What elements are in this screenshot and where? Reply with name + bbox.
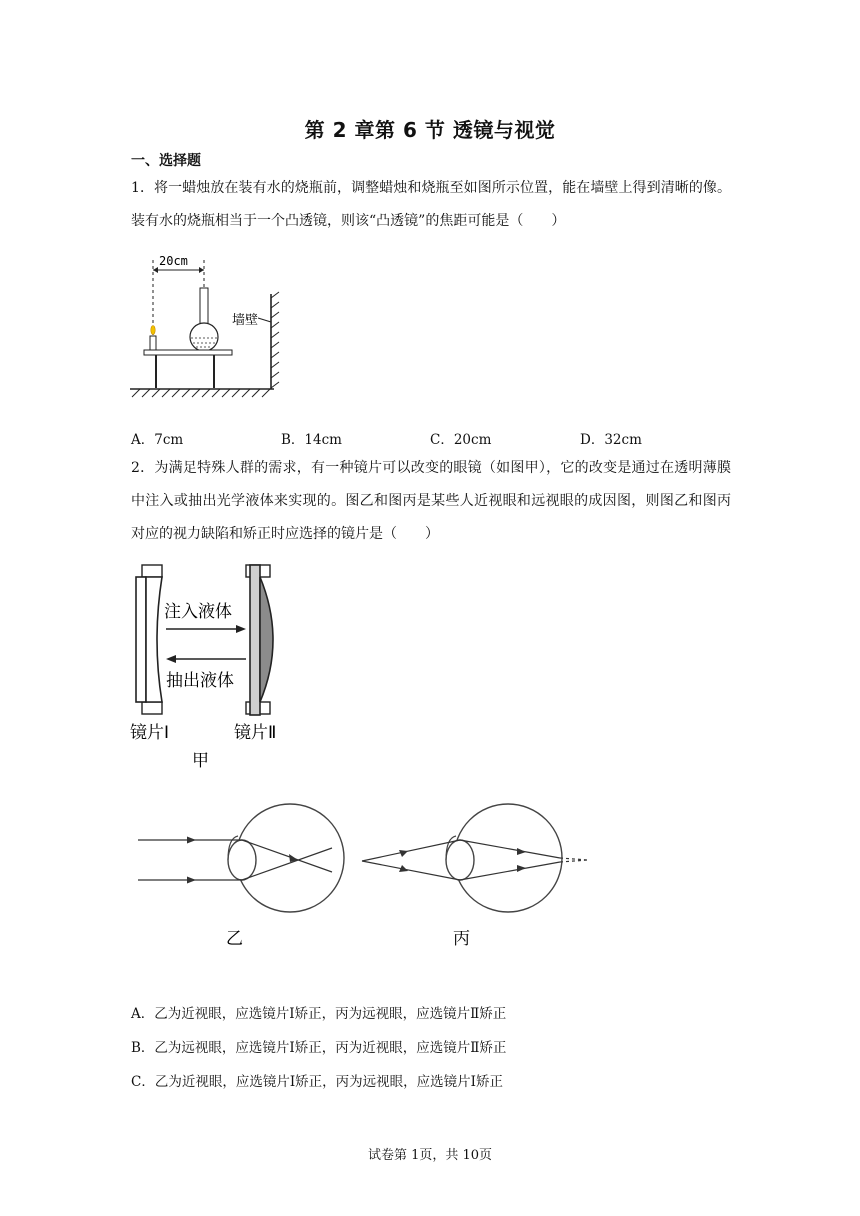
eye-diagrams-figure	[130, 790, 600, 950]
q2-option-b: B．乙为远视眼，应选镜片Ⅰ矫正，丙为近视眼，应选镜片Ⅱ矫正	[131, 1040, 507, 1056]
question-1-text: 1．将一蜡烛放在装有水的烧瓶前，调整蜡烛和烧瓶至如图所示位置，能在墙壁上得到清晰的像。装有水的烧瓶相当于一个凸透镜，则该“凸透镜”的焦距可能是（ ）	[131, 180, 731, 229]
figure-bing-caption: 丙	[453, 929, 470, 949]
q1-option-b: B．14cm	[281, 432, 342, 448]
wall-label: 墙壁	[232, 313, 259, 328]
flame-icon	[151, 326, 155, 335]
distance-label: 20cm	[159, 254, 188, 268]
lens-1-label: 镜片Ⅰ	[130, 723, 170, 743]
section-heading: 一、选择题	[131, 153, 201, 169]
question-2	[131, 452, 731, 551]
inject-label: 注入液体	[164, 602, 232, 622]
figure-jia-caption: 甲	[192, 751, 209, 770]
page-footer: 试卷第 1页，共 10页	[367, 1148, 493, 1163]
q1-option-c: C．20cm	[430, 432, 492, 448]
question-2-text: 2．为满足特殊人群的需求，有一种镜片可以改变的眼镜（如图甲），它的改变是通过在透明薄膜中注入或抽出光学液体来实现的。图乙和图丙是某些人近视眼和远视眼的成因图，则图乙和图丙对应的视力缺陷和矫正时应选择的镜片是（ ）	[131, 460, 731, 542]
adjustable-lens-figure	[128, 560, 298, 770]
page-title: 第 2 章第 6 节 透镜与视觉	[304, 118, 556, 142]
q1-option-d: D．32cm	[580, 432, 642, 448]
q2-option-c: C．乙为近视眼，应选镜片Ⅰ矫正，丙为远视眼，应选镜片Ⅰ矫正	[131, 1074, 503, 1090]
q1-option-a: A．7cm	[131, 432, 184, 448]
lens-2-label: 镜片Ⅱ	[234, 723, 277, 743]
extract-label: 抽出液体	[166, 671, 234, 691]
question-1	[131, 172, 731, 238]
candle-flask-figure	[128, 252, 288, 402]
figure-yi-caption: 乙	[226, 929, 243, 949]
q2-option-a: A．乙为近视眼，应选镜片Ⅰ矫正，丙为远视眼，应选镜片Ⅱ矫正	[131, 1006, 507, 1022]
